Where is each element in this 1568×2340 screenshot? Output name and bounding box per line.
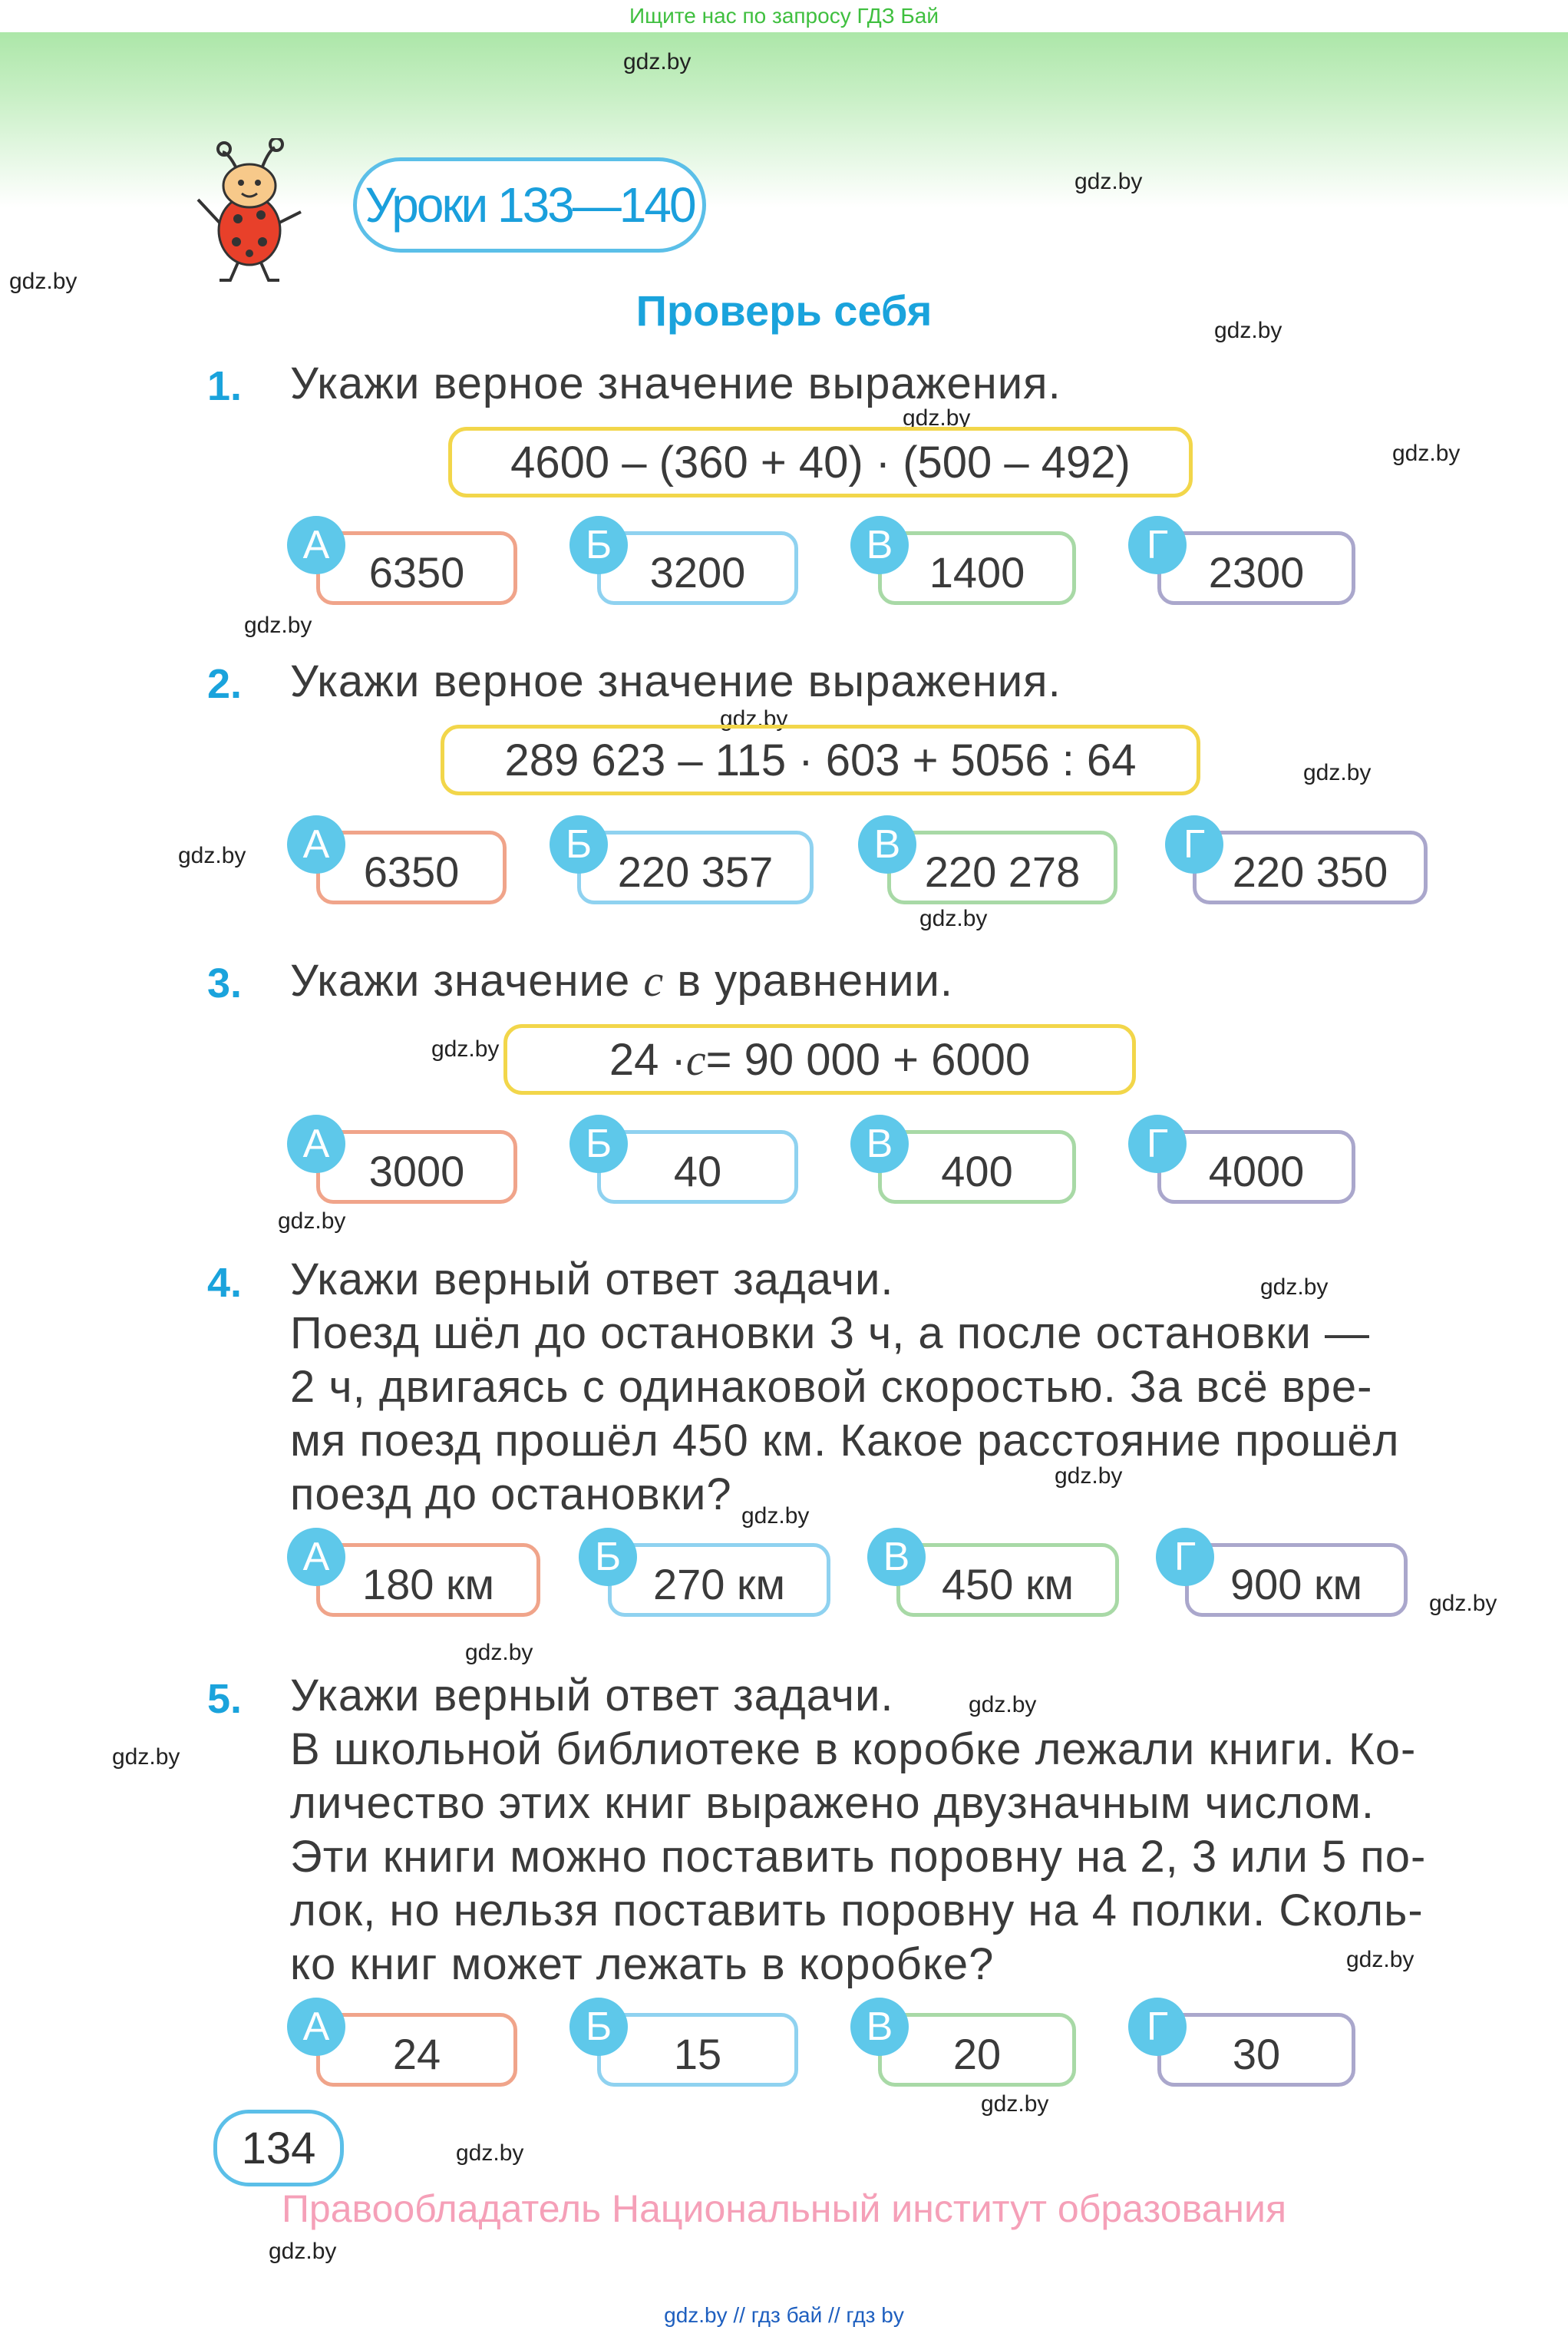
question-number: 5. xyxy=(207,1676,243,1722)
answer-letter-badge: В xyxy=(850,1115,909,1173)
answer-option-g[interactable]: 4000 xyxy=(1157,1130,1355,1204)
answer-letter-badge: Б xyxy=(569,1998,628,2056)
variable-c: c xyxy=(643,956,665,1006)
answer-option-v[interactable]: 20 xyxy=(878,2013,1076,2087)
watermark: gdz.by xyxy=(465,1640,533,1665)
answer-letter-badge: Г xyxy=(1156,1528,1214,1586)
answer-letter-badge: Б xyxy=(569,1115,628,1173)
answer-letter-badge: Г xyxy=(1165,815,1223,874)
watermark: gdz.by xyxy=(1260,1274,1329,1300)
question-text: Укажи верный ответ задачи. Поезд шёл до остановки 3 ч, а после остановки — 2 ч, двигаясь с одинаковой скоростью. За всё вре- мя поезд прошёл 450 км. Какое расстояние прошёл поезд до остановки? xyxy=(290,1254,1400,1519)
answer-option-a[interactable]: 180 км xyxy=(316,1543,540,1617)
answer-option-a[interactable]: 6350 xyxy=(316,831,507,904)
answer-option-a[interactable]: 24 xyxy=(316,2013,517,2087)
question-text: Укажи верное значение выражения. xyxy=(290,656,1061,706)
answer-option-g[interactable]: 2300 xyxy=(1157,531,1355,605)
watermark: gdz.by xyxy=(278,1208,346,1234)
answer-letter-badge: А xyxy=(287,516,345,574)
answer-letter-badge: Г xyxy=(1128,1998,1187,2056)
question-number: 2. xyxy=(207,661,243,707)
watermark: gdz.by xyxy=(1346,1947,1415,1972)
answer-option-g[interactable]: 900 км xyxy=(1185,1543,1408,1617)
watermark: gdz.by xyxy=(1392,441,1461,466)
answer-option-g[interactable]: 220 350 xyxy=(1193,831,1428,904)
answer-letter-badge: В xyxy=(867,1528,926,1586)
answer-option-g[interactable]: 30 xyxy=(1157,2013,1355,2087)
answer-letter-badge: А xyxy=(287,1528,345,1586)
watermark: gdz.by xyxy=(269,2239,337,2264)
watermark: gdz.by xyxy=(720,706,788,732)
answer-letter-badge: Б xyxy=(550,815,608,874)
expression-box: 289 623 – 115 · 603 + 5056 : 64 xyxy=(441,725,1200,795)
section-title: Проверь себя xyxy=(635,286,933,335)
watermark: gdz.by xyxy=(1074,169,1143,194)
answer-option-v[interactable]: 450 км xyxy=(896,1543,1119,1617)
lesson-title: Уроки 133—140 xyxy=(353,157,706,253)
answer-letter-badge: В xyxy=(850,1998,909,2056)
answer-option-b[interactable]: 220 357 xyxy=(577,831,814,904)
answer-option-v[interactable]: 400 xyxy=(878,1130,1076,1204)
watermark: gdz.by xyxy=(623,49,692,74)
watermark: gdz.by xyxy=(112,1744,180,1770)
answer-letter-badge: А xyxy=(287,1998,345,2056)
question-text: Укажи значение c в уравнении. xyxy=(290,956,954,1006)
answer-letter-badge: А xyxy=(287,815,345,874)
ladybug-mascot-icon xyxy=(192,138,307,284)
question-text: Укажи верное значение выражения. xyxy=(290,359,1061,408)
watermark: gdz.by xyxy=(456,2140,524,2166)
watermark: gdz.by xyxy=(1429,1591,1497,1616)
watermark: gdz.by xyxy=(244,613,312,638)
answer-option-v[interactable]: 220 278 xyxy=(887,831,1117,904)
answer-letter-badge: Г xyxy=(1128,516,1187,574)
page-number: 134 xyxy=(213,2110,344,2186)
answer-letter-badge: Г xyxy=(1128,1115,1187,1173)
answer-option-a[interactable]: 6350 xyxy=(316,531,517,605)
watermark: gdz.by xyxy=(178,843,246,868)
search-banner[interactable]: Ищите нас по запросу ГДЗ Бай xyxy=(0,0,1568,32)
question-number: 4. xyxy=(207,1260,243,1306)
answer-letter-badge: В xyxy=(850,516,909,574)
answer-option-b[interactable]: 270 км xyxy=(608,1543,830,1617)
copyright-footer: Правообладатель Национальный институт образования xyxy=(281,2187,1287,2230)
watermark: gdz.by xyxy=(919,906,988,931)
watermark: gdz.by xyxy=(431,1036,500,1062)
answer-letter-badge: Б xyxy=(569,516,628,574)
answer-letter-badge: А xyxy=(287,1115,345,1173)
bottom-links[interactable]: gdz.by // гдз бай // гдз by xyxy=(664,2303,904,2327)
answer-option-b[interactable]: 15 xyxy=(597,2013,798,2087)
watermark: gdz.by xyxy=(9,269,78,294)
answer-option-b[interactable]: 3200 xyxy=(597,531,798,605)
answer-option-v[interactable]: 1400 xyxy=(878,531,1076,605)
watermark: gdz.by xyxy=(903,405,971,431)
watermark: gdz.by xyxy=(981,2091,1049,2117)
question-number: 1. xyxy=(207,363,243,409)
expression-box: 4600 – (360 + 40) · (500 – 492) xyxy=(448,427,1193,497)
answer-option-b[interactable]: 40 xyxy=(597,1130,798,1204)
equation-box: 24 · c = 90 000 + 6000 xyxy=(503,1024,1136,1095)
watermark: gdz.by xyxy=(1055,1463,1123,1489)
question-number: 3. xyxy=(207,960,243,1006)
watermark: gdz.by xyxy=(1303,760,1372,785)
watermark: gdz.by xyxy=(741,1503,810,1529)
answer-letter-badge: Б xyxy=(579,1528,637,1586)
question-text: Укажи верный ответ задачи. В школьной библиотеке в коробке лежали книги. Ко- личество этих книг выражено двузначным числом. Эти книги можно поставить поровну на 2, 3 или 5 по- лок, но нельзя поставить поровну на 4 полки. Сколь- ко книг может лежать в коробке? xyxy=(290,1671,1427,1989)
watermark: gdz.by xyxy=(1214,318,1282,343)
answer-letter-badge: В xyxy=(858,815,916,874)
watermark: gdz.by xyxy=(969,1692,1037,1717)
answer-option-a[interactable]: 3000 xyxy=(316,1130,517,1204)
